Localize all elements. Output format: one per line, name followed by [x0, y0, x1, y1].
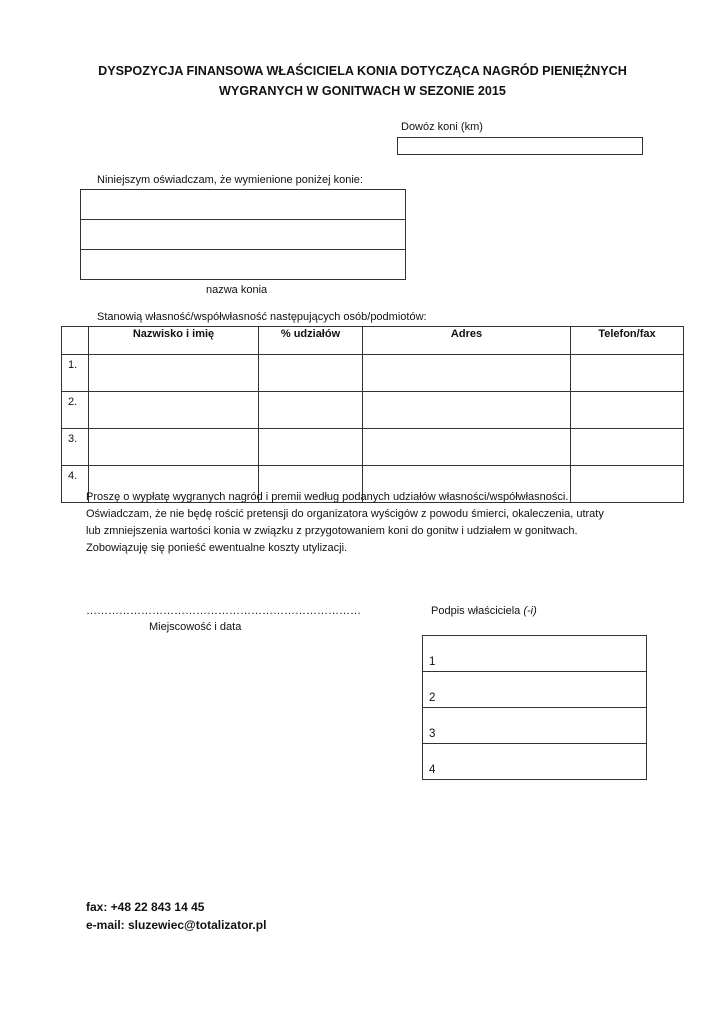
owner-name-cell[interactable] [89, 355, 259, 392]
horse-name-field-3[interactable] [80, 249, 406, 280]
horse-name-field-2[interactable] [80, 219, 406, 250]
horse-name-field-1[interactable] [80, 189, 406, 220]
row-number: 4. [62, 466, 89, 503]
owners-intro: Stanowią własność/współwłasność następujących osób/podmiotów: [97, 311, 427, 323]
owner-phone-cell[interactable] [571, 429, 684, 466]
owner-share-cell[interactable] [259, 392, 363, 429]
declaration-line: Zobowiązuję się ponieść ewentualne koszty utylizacji. [86, 542, 348, 554]
owners-table [61, 326, 684, 503]
place-date-line[interactable]: ………………………………………………………………… [86, 605, 361, 617]
header-number [62, 327, 89, 355]
declaration-line: lub zmniejszenia wartości konia w związku z przygotowaniem koni do gonitw i udziałem w gonitwach. [86, 525, 578, 537]
table-row [62, 355, 684, 392]
email-address[interactable]: e-mail: sluzewiec@totalizator.pl [86, 918, 267, 932]
owner-name-cell[interactable] [89, 429, 259, 466]
declarations-block [86, 489, 604, 557]
header-phone: Telefon/fax [571, 327, 684, 355]
owner-phone-cell[interactable] [571, 392, 684, 429]
owner-name-cell[interactable] [89, 392, 259, 429]
owner-share-cell[interactable] [259, 355, 363, 392]
horse-name-list [80, 189, 406, 280]
table-row [62, 429, 684, 466]
signature-field-4[interactable]: 4 [423, 744, 647, 780]
document-title [60, 61, 665, 101]
signature-field-2[interactable]: 2 [423, 672, 647, 708]
title-line-1: DYSPOZYCJA FINANSOWA WŁAŚCICIELA KONIA DOTYCZĄCA NAGRÓD PIENIĘŻNYCH [98, 64, 627, 78]
signature-label-container [431, 605, 537, 617]
row-number: 1. [62, 355, 89, 392]
owner-address-cell[interactable] [363, 429, 571, 466]
owner-address-cell[interactable] [363, 355, 571, 392]
row-number: 2. [62, 392, 89, 429]
signature-suffix: (-i) [523, 605, 537, 617]
contact-footer [86, 898, 266, 934]
header-address: Adres [363, 327, 571, 355]
header-share: % udziałów [259, 327, 363, 355]
row-number: 3. [62, 429, 89, 466]
signature-label: Podpis właściciela [431, 605, 521, 617]
title-line-2: WYGRANYCH W GONITWACH W SEZONIE 2015 [219, 84, 506, 98]
horse-name-caption: nazwa konia [206, 284, 268, 296]
owner-phone-cell[interactable] [571, 355, 684, 392]
declaration-line: Oświadczam, że nie będę rościć pretensji do organizatora wyścigów z powodu śmierci, okaleczenia, utraty [86, 508, 604, 520]
header-name: Nazwisko i imię [89, 327, 259, 355]
place-date-label: Miejscowość i data [149, 621, 242, 633]
horses-intro: Niniejszym oświadczam, że wymienione poniżej konie: [97, 174, 363, 186]
owner-share-cell[interactable] [259, 429, 363, 466]
fax-number: fax: +48 22 843 14 45 [86, 900, 205, 914]
owner-address-cell[interactable] [363, 392, 571, 429]
transport-label: Dowóz koni (km) [401, 121, 483, 133]
signature-field-3[interactable]: 3 [423, 708, 647, 744]
owners-header-row [62, 327, 684, 355]
table-row [62, 392, 684, 429]
signature-field-1[interactable]: 1 [423, 636, 647, 672]
signature-table [422, 635, 647, 780]
declaration-line: Proszę o wypłatę wygranych nagród i premii według podanych udziałów własności/współwłasności. [86, 491, 569, 503]
transport-field[interactable] [397, 137, 643, 155]
